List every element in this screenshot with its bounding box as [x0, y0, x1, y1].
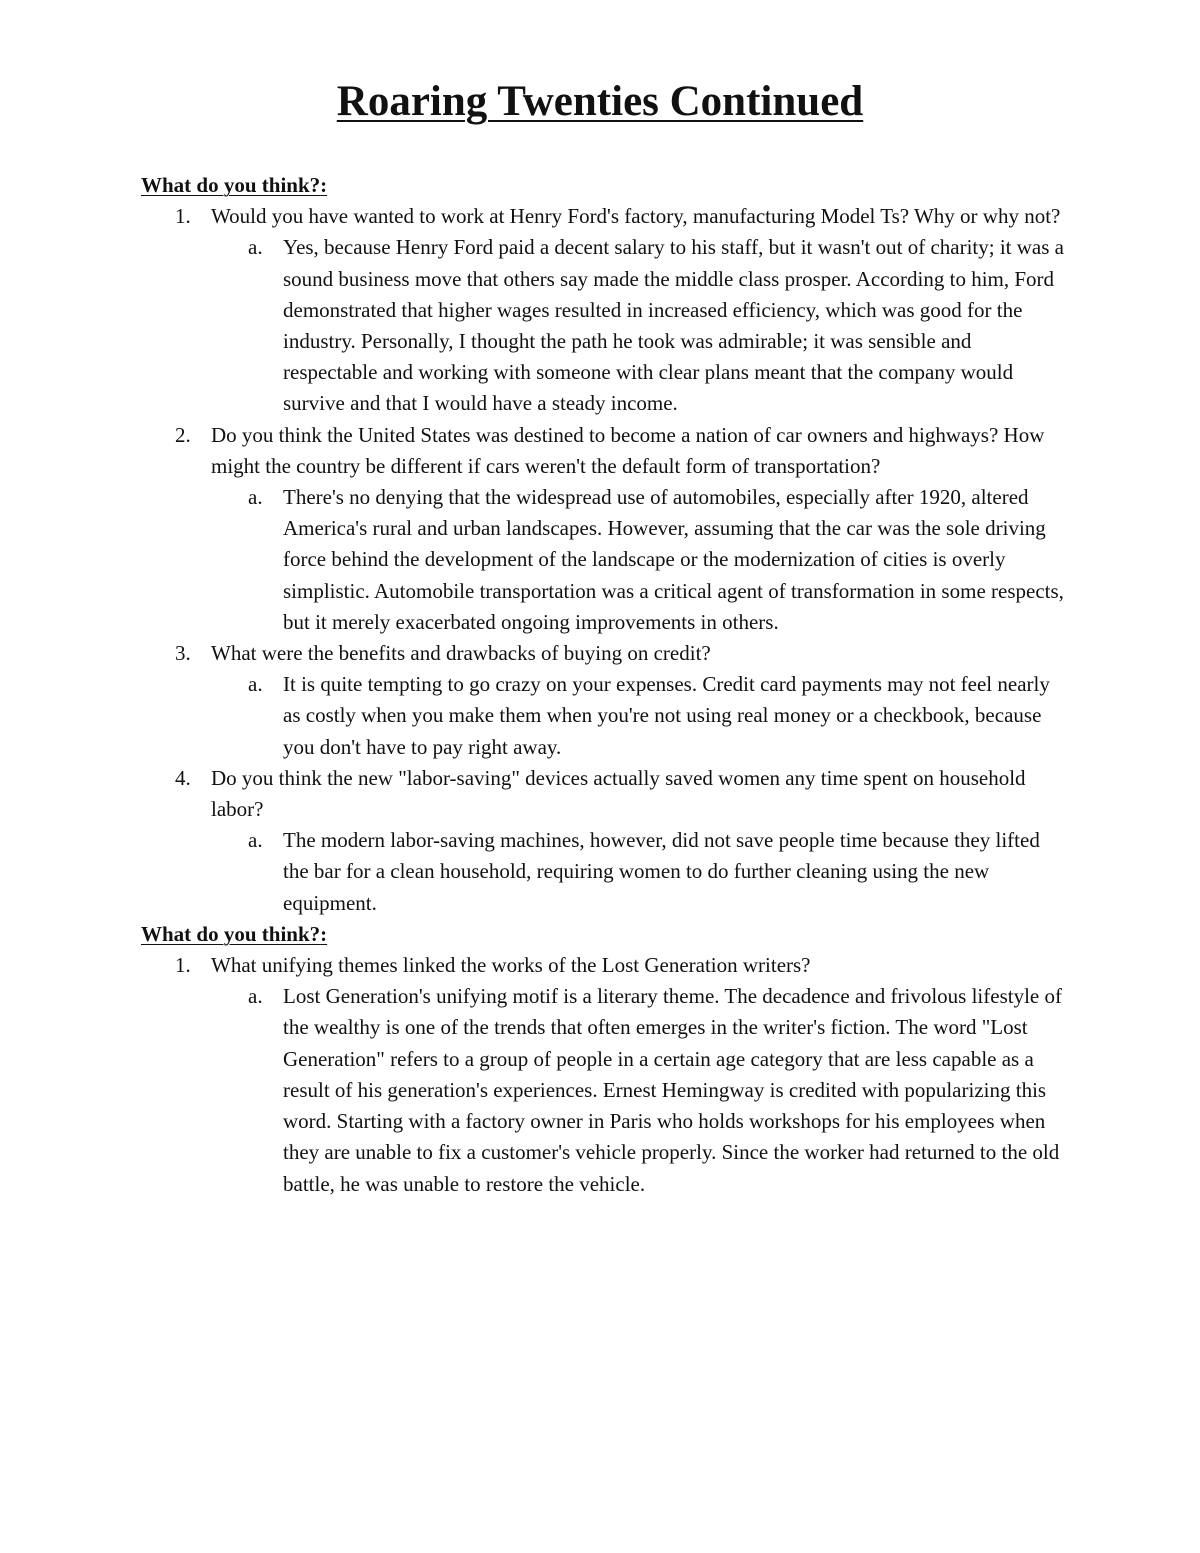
answer-text: There's no denying that the widespread use of automobiles, especially after 1920, altered America's rural and urban landscapes. However, assuming that the car was the sole driving force behind the development of the landscape or the modernization of cities is overly simplistic. Automobile transportation was a critical agent of transformation in some respects, but it merely exacerbated ongoing improvements in others.: [283, 485, 1064, 634]
question-text: What were the benefits and drawbacks of buying on credit?: [211, 641, 711, 666]
question-item: [141, 638, 1066, 763]
document-body: [141, 170, 1066, 1200]
question-number: 1.: [175, 204, 191, 229]
answer-letter: a.: [248, 235, 263, 260]
answer-list: [211, 981, 1066, 1199]
question-number: 3.: [175, 641, 191, 666]
answer-item: [211, 981, 1066, 1199]
question-list: [141, 201, 1066, 919]
section-what-do-you-think-2: [141, 919, 1066, 1200]
question-list: [141, 950, 1066, 1200]
answer-letter: a.: [248, 672, 263, 697]
answer-item: [211, 232, 1066, 419]
answer-list: [211, 669, 1066, 763]
section-heading-text: What do you think?: [141, 921, 321, 946]
question-number: 2.: [175, 422, 191, 447]
question-text: Would you have wanted to work at Henry Ford's factory, manufacturing Model Ts? Why or why not?: [211, 204, 1061, 229]
answer-letter: a.: [248, 485, 263, 510]
answer-item: [211, 825, 1066, 919]
question-item: [141, 763, 1066, 919]
question-text: What unifying themes linked the works of the Lost Generation writers?: [211, 953, 811, 978]
answer-text: Lost Generation's unifying motif is a literary theme. The decadence and frivolous lifestyle of the wealthy is one of the trends that often emerges in the writer's fiction. The word "Lost Generation" refers to a group of people in a certain age category that are less capable as a result of his generation's experiences. Ernest Hemingway is credited with popularizing this word. Starting with a factory owner in Paris who holds workshops for his employees when they are unable to fix a customer's vehicle properly. Since the worker had returned to the old battle, he was unable to restore the vehicle.: [283, 984, 1062, 1196]
question-item: [141, 950, 1066, 1200]
section-what-do-you-think-1: [141, 170, 1066, 919]
answer-text: It is quite tempting to go crazy on your expenses. Credit card payments may not feel nearly as costly when you make them when you're not using real money or a checkbook, because you don't have to pay right away.: [283, 672, 1050, 759]
answer-letter: a.: [248, 984, 263, 1009]
question-text: Do you think the new "labor-saving" devices actually saved women any time spent on household labor?: [211, 765, 1026, 822]
document-title: Roaring Twenties Continued: [336, 78, 864, 125]
answer-item: [211, 669, 1066, 763]
section-heading-colon: :: [320, 173, 328, 197]
section-heading-colon: :: [320, 921, 328, 946]
answer-text: Yes, because Henry Ford paid a decent salary to his staff, but it wasn't out of charity; it was a sound business move that others say made the middle class prosper. According to him, Ford demonstrated that higher wages resulted in increased efficiency, which was good for the industry. Personally, I thought the path he took was admirable; it was sensible and respectable and working with someone with clear plans meant that the company would survive and that I would have a steady income.: [283, 235, 1064, 416]
answer-list: [211, 482, 1066, 638]
answer-text: The modern labor-saving machines, however, did not save people time because they lifted the bar for a clean household, requiring women to do further cleaning using the new equipment.: [283, 828, 1040, 915]
question-number: 1.: [175, 953, 191, 978]
section-heading-text: What do you think?: [141, 173, 321, 197]
question-item: [141, 420, 1066, 638]
question-item: [141, 201, 1066, 419]
question-text: Do you think the United States was destined to become a nation of car owners and highways? How might the country be different if cars weren't the default form of transportation?: [211, 422, 1045, 478]
section-heading: [141, 919, 1066, 950]
answer-list: [211, 232, 1066, 419]
answer-item: [211, 482, 1066, 638]
answer-letter: a.: [248, 828, 263, 853]
section-heading: [141, 170, 1066, 201]
answer-list: [211, 825, 1066, 919]
question-number: 4.: [175, 765, 191, 790]
